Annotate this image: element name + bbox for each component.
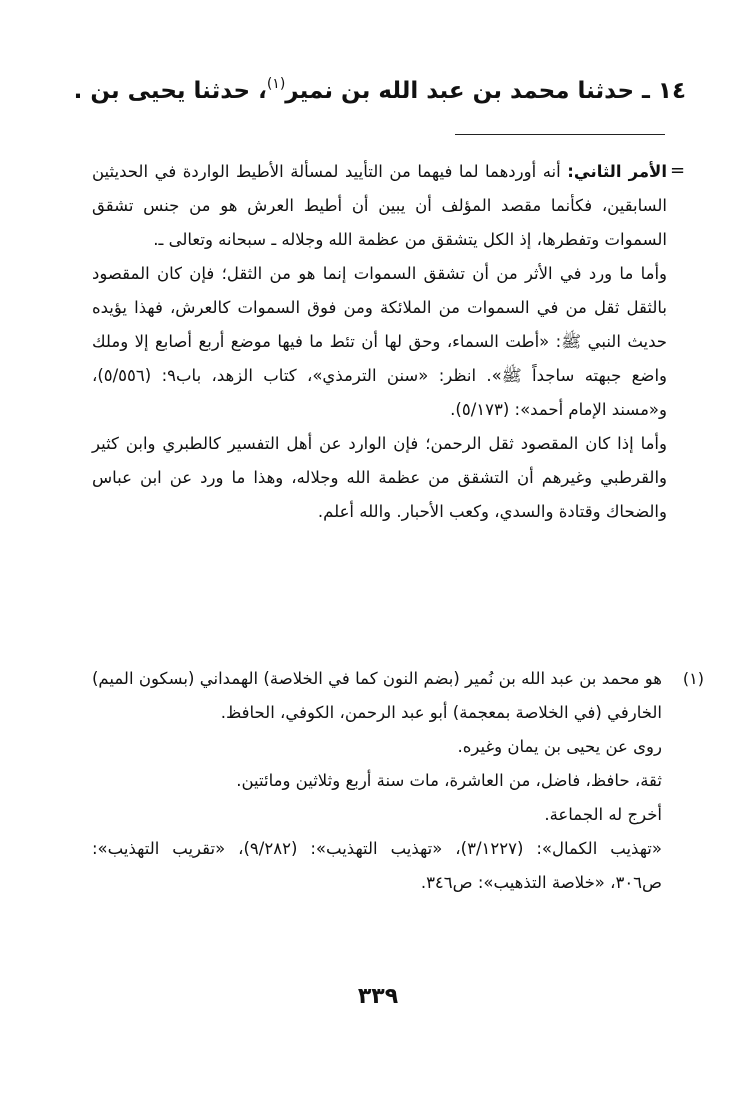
footnote-body bbox=[92, 662, 662, 900]
separator-rule bbox=[455, 134, 665, 135]
footnote-line: هو محمد بن عبد الله بن نُمير (بضم النون كما في الخلاصة) الهمداني (بسكون الميم) الخارفي (في الخلاصة بمعجمة) أبو عبد الرحمن، الكوفي، الحافظ. bbox=[92, 669, 662, 722]
footnote-number: (١) bbox=[682, 669, 704, 688]
commentary-paragraph: وأما ما ورد في الأثر من أن تشقق السموات إنما هو من الثقل؛ فإن كان المقصود بالثقل ثقل من في السموات من الملائكة ومن فوق السموات كالعرش، فهذا يؤيده حديث النبي ﷺ: «أطت السماء، وحق لها أن تئط ما فيها موضع أربع أصابع إلا وملك واضع جبهته ساجداً ﷺ». انظر: «سنن الترمذي»، كتاب الزهد، باب٩: (٥/٥٥٦)، و«مسند الإمام أحمد»: (٥/١٧٣). bbox=[92, 264, 667, 419]
footnote-ref[interactable]: (١) bbox=[266, 76, 286, 92]
footnote-line: أخرج له الجماعة. bbox=[544, 805, 662, 824]
commentary-paragraph bbox=[92, 155, 667, 257]
commentary-block bbox=[92, 155, 667, 529]
page-number: ٣٣٩ bbox=[357, 984, 399, 1009]
heading-text: ١٤ ـ حدثنا محمد بن عبد الله بن نمير bbox=[285, 78, 686, 104]
commentary-paragraph: وأما إذا كان المقصود ثقل الرحمن؛ فإن الوارد عن أهل التفسير كالطبري وابن كثير والقرطبي وغيرهم أن التشقق من عظمة الله وجلاله، وهذا ما ورد عن ابن عباس والضحاك وقتادة والسدي، وكعب الأحبار. والله أعلم. bbox=[92, 434, 667, 521]
continuation-mark: = bbox=[670, 160, 686, 181]
footnote-line: «تهذيب الكمال»: (٣/١٢٢٧)، «تهذيب التهذيب»: (٩/٢٨٢)، «تقريب التهذيب»: ص٣٠٦، «خلاصة التذهيب»: ص٣٤٦. bbox=[92, 839, 662, 892]
heading-text-end: ، حدثنا يحيى بن . bbox=[73, 78, 267, 104]
footnote-line: روى عن يحيى بن يمان وغيره. bbox=[457, 737, 662, 756]
footnote-line: ثقة، حافظ، فاضل، من العاشرة، مات سنة أربع وثلاثين ومائتين. bbox=[236, 771, 662, 790]
hadith-heading bbox=[73, 64, 686, 111]
footnote bbox=[92, 662, 704, 900]
commentary-label: الأمر الثاني: bbox=[567, 162, 667, 181]
commentary-text: أنه أوردهما لما فيهما من التأييد لمسألة الأطيط الواردة في الحديثين السابقين، فكأنما مقصد المؤلف أن يبين أن أطيط العرش هو من جنس تشقق السموات وتفطرها، إذ الكل يتشقق من عظمة الله وجلاله ـ سبحانه وتعالى ـ. bbox=[92, 162, 667, 249]
